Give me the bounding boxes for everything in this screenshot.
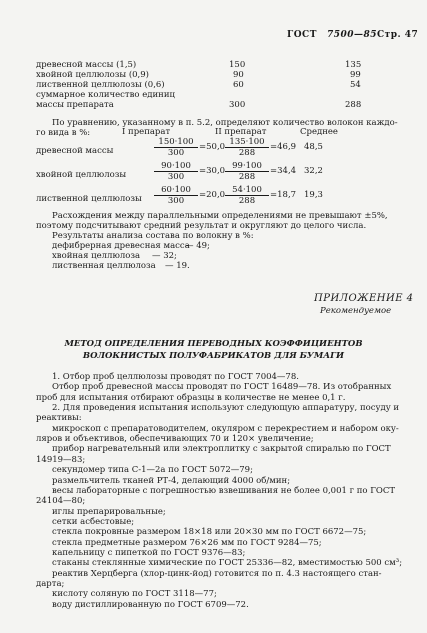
fraction xyxy=(225,137,269,158)
denominator: 288 xyxy=(238,196,256,206)
paragraph-line: По уравнению, указанному в п. 5.2, определяют количество волокон каждо- xyxy=(52,118,398,128)
fraction xyxy=(225,185,269,206)
denominator: 300 xyxy=(167,148,185,158)
numerator: 90·100 xyxy=(154,161,198,172)
method-line: весы лабораторные с погрешностью взвешивания не более 0,001 г по ГОСТ xyxy=(52,485,396,496)
method-line: 2. Для проведения испытания используют следующую аппаратуру, посуду и xyxy=(52,403,400,414)
column-header: Среднее xyxy=(300,127,338,137)
table-cell: 99 xyxy=(350,70,361,80)
method-line: стекла предметные размером 76×26 мм по ГОСТ 9284—75; xyxy=(52,537,322,548)
method-line: дарта; xyxy=(36,579,65,589)
table-row-label: хвойной целлюлозы (0,9) xyxy=(36,70,149,80)
table-row-label: массы препарата xyxy=(36,100,114,110)
column-header: II препарат xyxy=(215,127,267,137)
table-row-label: суммарное количество единиц xyxy=(36,90,175,100)
header-number: 7500—85 xyxy=(327,30,378,40)
method-line: 24104—80; xyxy=(36,496,86,507)
table-row-label: лиственной целлюлозы (0,6) xyxy=(36,80,165,90)
method-line: Отбор проб древесной массы проводят по ГОСТ 16489—78. Из отобранных xyxy=(52,382,392,393)
result: =46,9 xyxy=(270,142,297,152)
method-line: сетки асбестовые; xyxy=(52,516,135,527)
fraction xyxy=(154,137,198,158)
method-line: воду дистиллированную по ГОСТ 6709—72. xyxy=(52,599,249,610)
denominator: 288 xyxy=(238,148,256,158)
column-header: I препарат xyxy=(122,127,171,137)
table-cell: 135 xyxy=(345,60,362,70)
fraction xyxy=(154,185,198,206)
paragraph-line: поэтому подсчитывают средний результат и округляют до целого числа. xyxy=(36,221,367,231)
average: 32,2 xyxy=(304,166,323,176)
method-heading: МЕТОД ОПРЕДЕЛЕНИЯ ПЕРЕВОДНЫХ КОЭФФИЦИЕНТОВ xyxy=(64,339,363,349)
numerator: 135·100 xyxy=(225,137,269,148)
result-value: — 49; xyxy=(185,241,210,251)
method-line: иглы препарировальные; xyxy=(52,506,166,517)
table-cell: 60 xyxy=(233,80,244,90)
method-line: 14919—83; xyxy=(36,454,86,465)
average: 19,3 xyxy=(304,190,323,200)
denominator: 288 xyxy=(238,172,256,182)
denominator: 300 xyxy=(167,172,185,182)
method-line: размельчитель тканей РТ-4, делающий 4000 об/мин; xyxy=(52,475,291,486)
table-cell: 54 xyxy=(350,80,361,90)
result-label: дефибрерная древесная масса xyxy=(52,241,190,251)
appendix-title: ПРИЛОЖЕНИЕ 4 xyxy=(314,293,414,304)
fraction xyxy=(154,161,198,182)
method-line: реактив Херцберга (хлор-цинк-йод) готовится по п. 4.3 настоящего стан- xyxy=(52,568,382,579)
method-line: прибор нагревательный или электроплитку с закрытой спиралью по ГОСТ xyxy=(52,444,391,455)
result: =34,4 xyxy=(270,166,297,176)
method-line: стекла покровные размером 18×18 или 20×30 мм по ГОСТ 6672—75; xyxy=(52,527,367,538)
table-cell: 150 xyxy=(229,60,246,70)
method-line: кислоту соляную по ГОСТ 3118—77; xyxy=(52,589,217,600)
method-line: 1. Отбор проб целлюлозы проводят по ГОСТ 7004—78. xyxy=(52,372,299,382)
result: =30,0 xyxy=(199,166,226,176)
method-line: секундомер типа С-1—2а по ГОСТ 5072—79; xyxy=(52,465,253,476)
method-line: реактивы: xyxy=(36,413,82,424)
method-line: стаканы стеклянные химические по ГОСТ 25336—82, вместимостью 500 см³; xyxy=(52,558,403,569)
method-line: проб для испытания отбирают образцы в количестве не менее 0,1 г. xyxy=(36,392,346,403)
result: =20,0 xyxy=(199,190,226,200)
result-label: лиственная целлюлоза xyxy=(52,261,156,271)
result: =18,7 xyxy=(270,190,297,200)
result-value: — 19. xyxy=(165,261,190,271)
paragraph-line: го вида в %: xyxy=(36,128,91,138)
table-row-label: древесной массы (1,5) xyxy=(36,60,137,70)
denominator: 300 xyxy=(167,196,185,206)
header-gost: ГОСТ xyxy=(287,30,317,40)
average: 48,5 xyxy=(304,142,323,152)
result: =50,0 xyxy=(199,142,226,152)
method-line: микроскоп с препаратоводителем, окуляром с перекрестием и набором оку- xyxy=(52,423,399,434)
method-line: ляров и объективов, обеспечивающих 70 и 120× увеличение; xyxy=(36,434,314,445)
table-cell: 90 xyxy=(233,70,244,80)
appendix-subtitle: Рекомендуемое xyxy=(320,306,392,316)
paragraph-line: Результаты анализа состава по волокну в %: xyxy=(52,231,254,241)
table-cell: 288 xyxy=(345,100,362,110)
header-page: Стр. 47 xyxy=(377,30,419,40)
calc-row-label: древесной массы xyxy=(36,146,114,156)
numerator: 54·100 xyxy=(225,185,269,196)
table-cell: 300 xyxy=(229,100,246,110)
numerator: 150·100 xyxy=(154,137,198,148)
fraction xyxy=(225,161,269,182)
calc-row-label: хвойной целлюлозы xyxy=(36,170,127,180)
method-line: капельницу с пипеткой по ГОСТ 9376—83; xyxy=(52,547,246,558)
result-label: хвойная целлюлоза xyxy=(52,251,141,261)
paragraph-line: Расхождения между параллельными определениями не превышают ±5%, xyxy=(52,211,388,221)
numerator: 60·100 xyxy=(154,185,198,196)
calc-row-label: лиственной целлюлозы xyxy=(36,194,142,204)
numerator: 99·100 xyxy=(225,161,269,172)
result-value: — 32; xyxy=(152,251,177,261)
method-heading: ВОЛОКНИСТЫХ ПОЛУФАБРИКАТОВ ДЛЯ БУМАГИ xyxy=(82,351,345,361)
